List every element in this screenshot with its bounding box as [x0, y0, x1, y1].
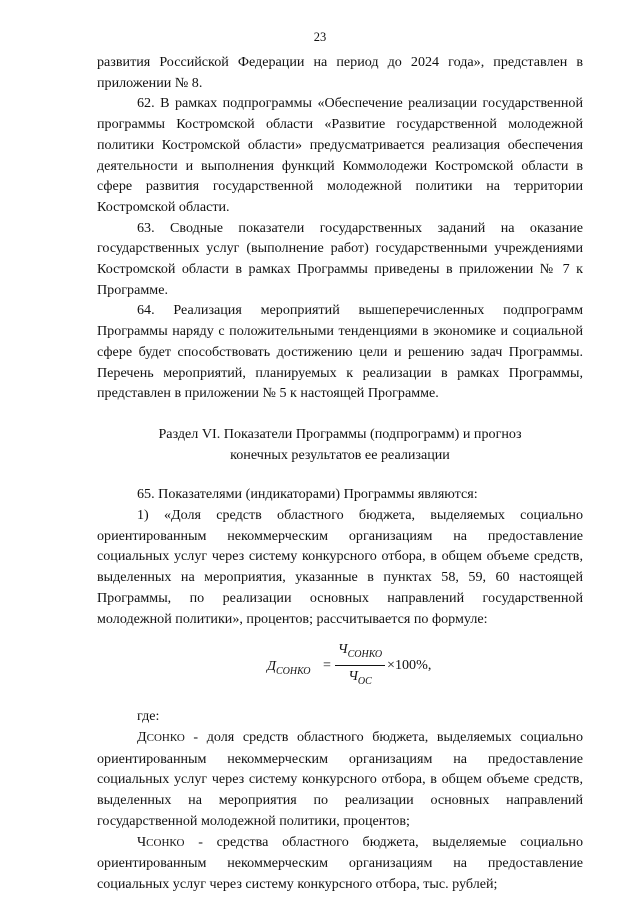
formula-denominator [335, 667, 385, 691]
definition-ch-letter: Ч [137, 833, 147, 850]
indicator-1-paragraph: 1) «Доля средств областного бюджета, выделяемых социально ориентированным некоммерческим организациям на предоставление социальных услуг через систему конкурсного отбора, в общем объеме средств, выделенных на мероприятия, указанные в пунктах 58, 59, 60 настоящей Программы, по реализации основных направлений государственной молодежной политики», процентов; рассчитывается по формуле: [97, 507, 583, 627]
definition-ch-sub: СОНКО [146, 836, 185, 849]
paragraph-65: 65. Показателями (индикаторами) Программы являются: [137, 486, 478, 503]
formula-num-sub: СОНКО [347, 649, 383, 661]
section-heading-line-1: Раздел VI. Показатели Программы (подпрограмм) и прогноз [158, 425, 522, 442]
definition-d-sub: СОНКО [146, 731, 185, 744]
formula-lhs-sub: СОНКО [275, 666, 311, 678]
paragraph-continuation: развития Российской Федерации на период до 2024 года», представлен в приложении № 8. [97, 54, 583, 91]
definition-d-letter: Д [137, 728, 147, 745]
formula [97, 636, 583, 696]
paragraph-62: 62. В рамках подпрограммы «Обеспечение реализации государственной программы Костромской области «Развитие государственной молодежной политики Костромской области» предусматривается реализация обеспечения деятельности и выполнения функций Коммолодежи Костромской области в сфере развития государственной молодежной политики на территории Костромской области. [97, 95, 583, 215]
definition-d-sonko [97, 727, 583, 832]
where-label: где: [137, 708, 160, 725]
section-heading [97, 424, 583, 465]
formula-den-letter: Ч [348, 668, 358, 685]
formula-equals: = [323, 657, 331, 674]
formula-fraction [335, 640, 385, 691]
fraction-bar [335, 665, 385, 666]
formula-den-sub: ОС [357, 675, 372, 687]
formula-lhs-letter: Д [267, 658, 276, 675]
definition-ch-text: - средства областного бюджета, выделяемые социально ориентированным некоммерческим организациям на предоставление социальных услуг через систему конкурсного отбора, тыс. рублей; [97, 833, 583, 892]
formula-multiplier: ×100%, [387, 657, 432, 674]
paragraph-63: 63. Сводные показатели государственных заданий на оказание государственных услуг (выполнение работ) государственными учреждениями Костромской области в рамках Программы приведены в приложении № 7 к Программе. [97, 219, 583, 298]
definition-d-text: - доля средств областного бюджета, выделяемых социально ориентированным некоммерческим организациям на предоставление социальных услуг через систему конкурсного отбора, в общем объеме средств, выделенных на мероприятия по реализации основных направлений государственной молодежной политики, процентов; [97, 728, 583, 829]
document-body [97, 52, 583, 895]
section-heading-line-2: конечных результатов ее реализации [230, 446, 450, 463]
formula-num-letter: Ч [337, 641, 348, 658]
definition-ch-sonko [97, 832, 583, 895]
page-number: 23 [313, 30, 327, 44]
paragraph-64: 64. Реализация мероприятий вышеперечисленных подпрограмм Программы наряду с положительными тенденциями в экономике и социальной сфере будет способствовать достижению цели и решению задач Программы. Перечень мероприятий, планируемых к реализации в рамках Программы, представлен в приложении № 5 к настоящей Программе. [97, 302, 583, 402]
formula-lhs [267, 656, 310, 683]
formula-numerator [335, 640, 385, 664]
